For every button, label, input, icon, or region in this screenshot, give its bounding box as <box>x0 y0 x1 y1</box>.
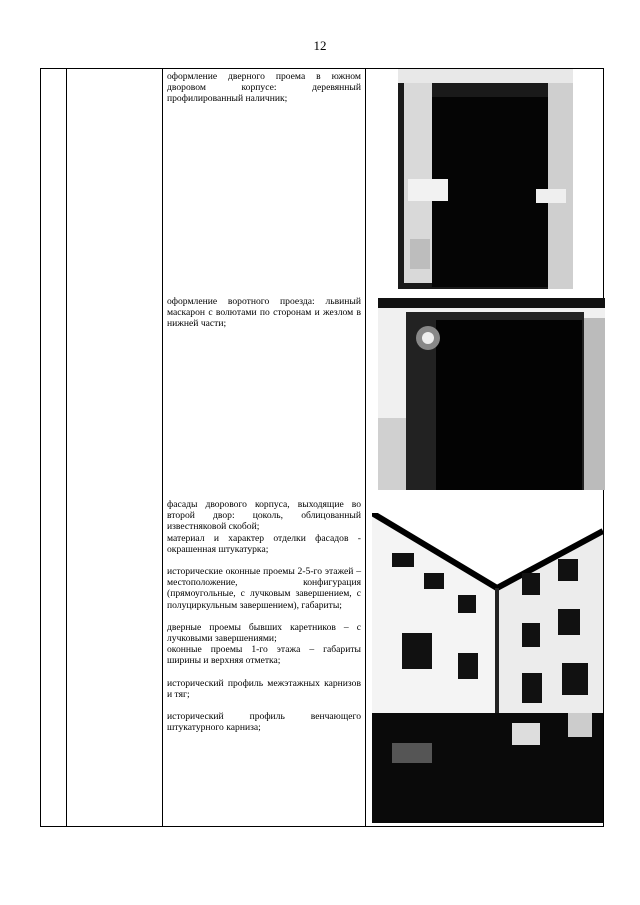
gate-photo <box>378 298 605 490</box>
monument-features-table <box>40 68 604 827</box>
description-paragraph: оформление воротного проезда: львиный маскарон с волютами по сторонам и жезлом в нижней части; <box>167 296 361 330</box>
page-number: 12 <box>313 38 327 53</box>
row-3-description <box>167 499 361 733</box>
door-photo <box>398 69 573 289</box>
description-paragraph: фасады дворового корпуса, выходящие во второй двор: цоколь, облицованный известняковой скобой; <box>167 499 361 533</box>
description-paragraph: исторические оконные проемы 2-5-го этажей – местоположение, конфигурация (прямоугольные, с лучковым завершением, с полуциркульным завершением), габариты; <box>167 566 361 611</box>
description-paragraph: исторический профиль венчающего штукатурного карниза; <box>167 711 361 734</box>
column-divider <box>365 69 366 826</box>
courtyard-photo <box>372 513 603 823</box>
description-paragraph: оконные проемы 1-го этажа – габариты ширины и верхняя отметка; <box>167 644 361 667</box>
column-divider <box>66 69 67 826</box>
description-paragraph: материал и характер отделки фасадов - окрашенная штукатурка; <box>167 532 361 555</box>
description-paragraph: исторический профиль межэтажных карнизов и тяг; <box>167 677 361 700</box>
row-2-description <box>167 296 361 330</box>
row-1-description <box>167 71 361 105</box>
description-paragraph: оформление дверного проема в южном дворовом корпусе: деревянный профилированный наличник; <box>167 71 361 105</box>
column-divider <box>162 69 163 826</box>
description-paragraph: дверные проемы бывших каретников – с лучковыми завершениями; <box>167 621 361 645</box>
